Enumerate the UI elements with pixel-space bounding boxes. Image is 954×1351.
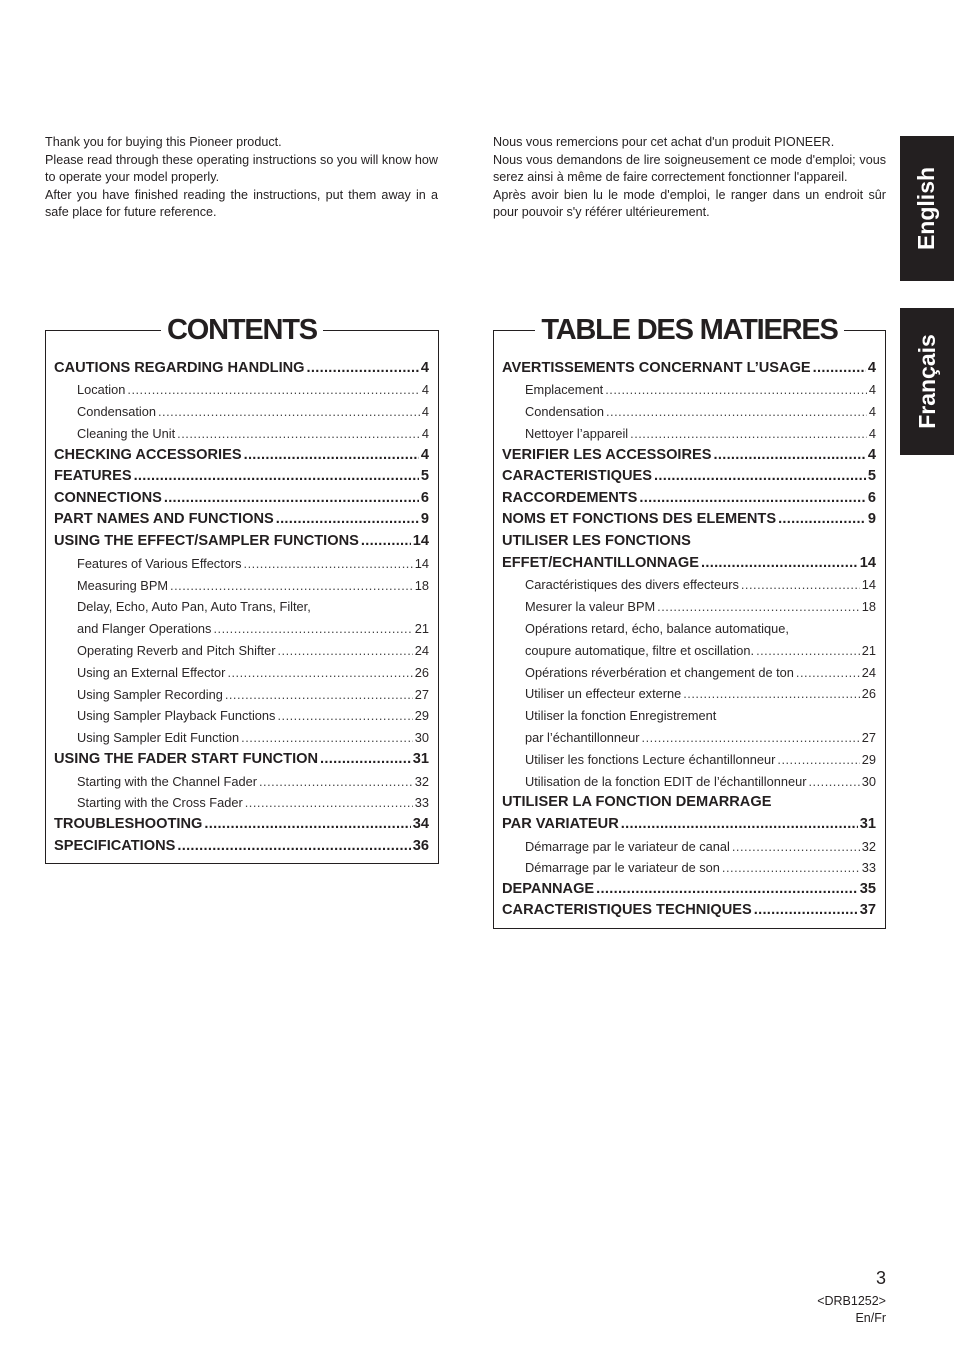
- contents-list: [502, 354, 876, 918]
- toc-entry: [502, 636, 876, 658]
- toc-leader-dots: [654, 468, 866, 484]
- toc-entry: [502, 614, 876, 636]
- toc-entry: [54, 527, 429, 549]
- toc-entry-label: Démarrage par le variateur de son: [525, 860, 720, 876]
- toc-leader-dots: [177, 426, 420, 441]
- toc-entry-label: Utiliser un effecteur externe: [525, 686, 682, 702]
- toc-entry-page: 31: [859, 815, 876, 832]
- toc-entry-label: Caractéristiques des divers effecteurs: [525, 577, 739, 593]
- toc-leader-dots: [361, 533, 411, 549]
- toc-entry: [54, 354, 429, 376]
- toc-entry-label: UTILISER LES FONCTIONS: [502, 532, 691, 549]
- toc-entry-page: 32: [414, 773, 429, 789]
- toc-leader-dots: [756, 643, 860, 658]
- toc-leader-dots: [701, 555, 858, 571]
- language-tab-label: Français: [913, 334, 940, 429]
- toc-entry: [54, 767, 429, 789]
- toc-entry: [502, 897, 876, 919]
- toc-leader-dots: [244, 556, 413, 571]
- toc-leader-dots: [621, 816, 858, 832]
- toc-leader-dots: [639, 490, 865, 506]
- toc-entry-page: 29: [861, 751, 876, 767]
- toc-leader-dots: [796, 665, 860, 680]
- toc-entry-page: 29: [414, 708, 429, 724]
- toc-entry: [54, 745, 429, 767]
- toc-entry: [54, 441, 429, 463]
- toc-entry: [54, 549, 429, 571]
- toc-entry-label: FEATURES: [54, 468, 132, 485]
- toc-leader-dots: [244, 447, 419, 463]
- toc-entry-page: 32: [861, 838, 876, 854]
- toc-entry-label: Using an External Effector: [77, 664, 226, 680]
- toc-leader-dots: [164, 490, 419, 506]
- toc-entry-label: Features of Various Effectors: [77, 555, 242, 571]
- toc-entry-page: 30: [414, 730, 429, 746]
- toc-entry: [502, 484, 876, 506]
- toc-entry-page: 4: [421, 382, 429, 398]
- toc-entry: [502, 549, 876, 571]
- intro-english: [45, 134, 438, 222]
- toc-entry-label: Démarrage par le variateur de canal: [525, 838, 730, 854]
- toc-entry: [502, 680, 876, 702]
- page-number: 3: [875, 1268, 886, 1288]
- toc-entry-page: 4: [868, 404, 876, 420]
- toc-entry: [502, 592, 876, 614]
- toc-entry-page: 6: [867, 489, 876, 506]
- toc-entry: [502, 506, 876, 528]
- toc-entry-label: Utiliser les fonctions Lecture échantillonneur: [525, 751, 776, 767]
- language-code: En/Fr: [855, 1311, 886, 1325]
- toc-entry: [502, 854, 876, 876]
- toc-entry: [502, 789, 876, 811]
- contents-title: TABLE DES MATIERES: [535, 312, 843, 348]
- toc-entry: [502, 397, 876, 419]
- toc-entry-label: UTILISER LA FONCTION DEMARRAGE: [502, 794, 772, 811]
- toc-entry-label: NOMS ET FONCTIONS DES ELEMENTS: [502, 511, 777, 528]
- toc-entry-label: Measuring BPM: [77, 577, 169, 593]
- toc-entry-page: 4: [867, 446, 876, 463]
- toc-entry: [54, 789, 429, 811]
- toc-entry-label: Starting with the Cross Fader: [77, 795, 243, 811]
- toc-entry-label: RACCORDEMENTS: [502, 489, 638, 506]
- toc-entry-label: coupure automatique, filtre et oscillation.: [525, 642, 755, 658]
- toc-entry-label: Cleaning the Unit: [77, 425, 176, 441]
- language-tab-english: [900, 136, 954, 281]
- toc-entry: [502, 810, 876, 832]
- toc-entry-page: 14: [414, 555, 429, 571]
- toc-leader-dots: [277, 708, 412, 723]
- toc-entry: [502, 571, 876, 593]
- toc-entry: [54, 484, 429, 506]
- toc-leader-dots: [259, 774, 413, 789]
- toc-entry-page: 9: [867, 511, 876, 528]
- toc-entry: [54, 614, 429, 636]
- toc-entry: [502, 723, 876, 745]
- toc-leader-dots: [127, 382, 419, 397]
- toc-entry-label: DEPANNAGE: [502, 880, 595, 897]
- model-code: <DRB1252>: [817, 1294, 886, 1308]
- toc-entry-label: Using Sampler Recording: [77, 686, 223, 702]
- toc-entry-label: VERIFIER LES ACCESSOIRES: [502, 446, 712, 463]
- toc-leader-dots: [642, 730, 860, 745]
- toc-leader-dots: [213, 621, 412, 636]
- toc-entry-page: 4: [421, 404, 429, 420]
- toc-entry-page: 9: [420, 511, 429, 528]
- toc-entry-label: Delay, Echo, Auto Pan, Auto Trans, Filter,: [77, 599, 311, 615]
- intro-paragraph: Après avoir bien lu le mode d'emploi, le ranger dans un endroit sûr pour pouvoir s'y référer ultérieurement.: [493, 187, 886, 220]
- toc-entry: [502, 832, 876, 854]
- toc-entry-label: Mesurer la valeur BPM: [525, 599, 656, 615]
- toc-entry-label: and Flanger Operations: [77, 621, 212, 637]
- toc-entry: [54, 571, 429, 593]
- toc-leader-dots: [170, 578, 413, 593]
- toc-entry: [54, 680, 429, 702]
- toc-entry-label: USING THE FADER START FUNCTION: [54, 750, 319, 767]
- toc-entry-label: par l’échantillonneur: [525, 729, 640, 745]
- toc-leader-dots: [754, 902, 858, 918]
- toc-entry: [54, 832, 429, 854]
- toc-entry-label: Nettoyer l’appareil: [525, 425, 629, 441]
- toc-entry-page: 36: [412, 837, 429, 854]
- toc-entry-label: PART NAMES AND FUNCTIONS: [54, 511, 274, 528]
- toc-entry: [502, 419, 876, 441]
- contents-title: CONTENTS: [161, 312, 323, 348]
- toc-entry: [502, 875, 876, 897]
- toc-entry-page: 30: [861, 773, 876, 789]
- toc-entry-label: SPECIFICATIONS: [54, 837, 176, 854]
- toc-leader-dots: [320, 751, 411, 767]
- toc-entry: [54, 376, 429, 398]
- toc-leader-dots: [778, 511, 866, 527]
- toc-entry-page: 14: [859, 554, 876, 571]
- toc-entry-page: 18: [861, 599, 876, 615]
- language-tab-label: English: [913, 166, 940, 251]
- toc-entry-page: 26: [861, 686, 876, 702]
- contents-box-french: [493, 314, 886, 929]
- toc-entry-page: 5: [867, 468, 876, 485]
- toc-leader-dots: [630, 426, 867, 441]
- toc-entry-label: Condensation: [525, 404, 604, 420]
- toc-leader-dots: [606, 404, 867, 419]
- toc-entry-page: 6: [420, 489, 429, 506]
- toc-entry: [54, 636, 429, 658]
- toc-leader-dots: [134, 468, 419, 484]
- toc-entry-page: 35: [859, 880, 876, 897]
- intro-paragraph: After you have finished reading the instructions, put them away in a safe place for future reference.: [45, 187, 438, 220]
- toc-entry: [502, 701, 876, 723]
- toc-entry-label: Using Sampler Edit Function: [77, 730, 240, 746]
- toc-entry: [54, 810, 429, 832]
- toc-entry-page: 24: [414, 642, 429, 658]
- intro-paragraph: Thank you for buying this Pioneer product.: [45, 135, 282, 149]
- toc-entry-page: 33: [861, 860, 876, 876]
- toc-leader-dots: [307, 360, 419, 376]
- toc-entry: [54, 723, 429, 745]
- toc-leader-dots: [683, 686, 860, 701]
- toc-entry-page: 14: [861, 577, 876, 593]
- toc-entry-label: TROUBLESHOOTING: [54, 815, 203, 832]
- toc-entry-page: 4: [868, 425, 876, 441]
- toc-leader-dots: [732, 839, 860, 854]
- toc-entry: [54, 702, 429, 724]
- contents-box-english: [45, 314, 439, 864]
- toc-entry-label: PAR VARIATEUR: [502, 815, 619, 832]
- toc-entry-label: USING THE EFFECT/SAMPLER FUNCTIONS: [54, 532, 359, 549]
- toc-entry-page: 5: [420, 468, 429, 485]
- toc-entry-page: 26: [414, 664, 429, 680]
- toc-entry: [502, 658, 876, 680]
- toc-leader-dots: [227, 665, 412, 680]
- toc-entry: [54, 419, 429, 441]
- intro-paragraph: Nous vous demandons de lire soigneusement ce mode d'emploi; vous serez ainsi à même de faire correctement fonctionner l'appareil.: [493, 152, 886, 185]
- toc-leader-dots: [813, 360, 866, 376]
- toc-entry-label: AVERTISSEMENTS CONCERNANT L’USAGE: [502, 359, 811, 376]
- document-code: [766, 1293, 886, 1327]
- language-tab-francais: [900, 308, 954, 455]
- toc-leader-dots: [245, 795, 413, 810]
- toc-entry-label: CONNECTIONS: [54, 489, 162, 506]
- toc-entry-label: Starting with the Channel Fader: [77, 773, 257, 789]
- toc-leader-dots: [605, 382, 867, 397]
- toc-entry-page: 24: [861, 664, 876, 680]
- toc-leader-dots: [225, 687, 413, 702]
- toc-entry-label: Location: [77, 382, 126, 398]
- toc-entry-label: EFFET/ECHANTILLONNAGE: [502, 554, 700, 571]
- toc-entry: [54, 658, 429, 680]
- toc-leader-dots: [777, 752, 859, 767]
- toc-entry: [54, 463, 429, 485]
- toc-entry-page: 14: [412, 532, 429, 549]
- intro-french: [493, 134, 886, 222]
- toc-entry-label: CAUTIONS REGARDING HANDLING: [54, 359, 305, 376]
- toc-entry-label: Operating Reverb and Pitch Shifter: [77, 642, 276, 658]
- toc-entry-page: 4: [420, 446, 429, 463]
- toc-entry-label: CARACTERISTIQUES TECHNIQUES: [502, 902, 752, 919]
- toc-leader-dots: [277, 643, 412, 658]
- toc-entry: [502, 376, 876, 398]
- toc-entry-page: 33: [414, 795, 429, 811]
- toc-entry: [54, 593, 429, 615]
- toc-entry-label: CARACTERISTIQUES: [502, 468, 652, 485]
- toc-entry: [502, 463, 876, 485]
- toc-entry-label: Condensation: [77, 404, 156, 420]
- toc-entry-page: 27: [414, 686, 429, 702]
- toc-leader-dots: [741, 577, 860, 592]
- toc-leader-dots: [657, 599, 860, 614]
- toc-entry-page: 18: [414, 577, 429, 593]
- toc-entry-page: 34: [412, 815, 429, 832]
- toc-leader-dots: [276, 511, 419, 527]
- toc-entry: [502, 354, 876, 376]
- toc-entry-page: 4: [867, 359, 876, 376]
- toc-entry-label: Using Sampler Playback Functions: [77, 708, 276, 724]
- toc-leader-dots: [204, 816, 410, 832]
- toc-entry-page: 4: [868, 382, 876, 398]
- toc-leader-dots: [596, 881, 858, 897]
- toc-leader-dots: [714, 447, 866, 463]
- toc-leader-dots: [177, 838, 410, 854]
- toc-entry: [54, 506, 429, 528]
- intro-paragraph: Nous vous remercions pour cet achat d'un produit PIONEER.: [493, 135, 835, 149]
- toc-entry-page: 4: [420, 359, 429, 376]
- toc-entry: [502, 441, 876, 463]
- contents-list: [54, 354, 429, 854]
- toc-entry-page: 21: [861, 642, 876, 658]
- toc-entry-label: Utiliser la fonction Enregistrement: [525, 708, 717, 724]
- toc-entry-label: Utilisation de la fonction EDIT de l’échantillonneur: [525, 773, 807, 789]
- toc-entry-label: Opérations retard, écho, balance automatique,: [525, 620, 789, 636]
- toc-entry: [502, 527, 876, 549]
- toc-leader-dots: [241, 730, 413, 745]
- toc-entry: [502, 767, 876, 789]
- toc-entry-label: Emplacement: [525, 382, 604, 398]
- intro-paragraph: Please read through these operating instructions so you will know how to operate your model properly.: [45, 152, 438, 185]
- toc-leader-dots: [808, 774, 859, 789]
- toc-entry-page: 27: [861, 729, 876, 745]
- toc-entry-page: 4: [421, 425, 429, 441]
- toc-entry: [54, 397, 429, 419]
- toc-leader-dots: [158, 404, 420, 419]
- toc-entry: [502, 745, 876, 767]
- toc-entry-page: 37: [859, 902, 876, 919]
- toc-leader-dots: [722, 860, 860, 875]
- toc-entry-label: Opérations réverbération et changement de ton: [525, 664, 794, 680]
- toc-entry-page: 21: [414, 621, 429, 637]
- toc-entry-label: CHECKING ACCESSORIES: [54, 446, 242, 463]
- toc-entry-page: 31: [412, 750, 429, 767]
